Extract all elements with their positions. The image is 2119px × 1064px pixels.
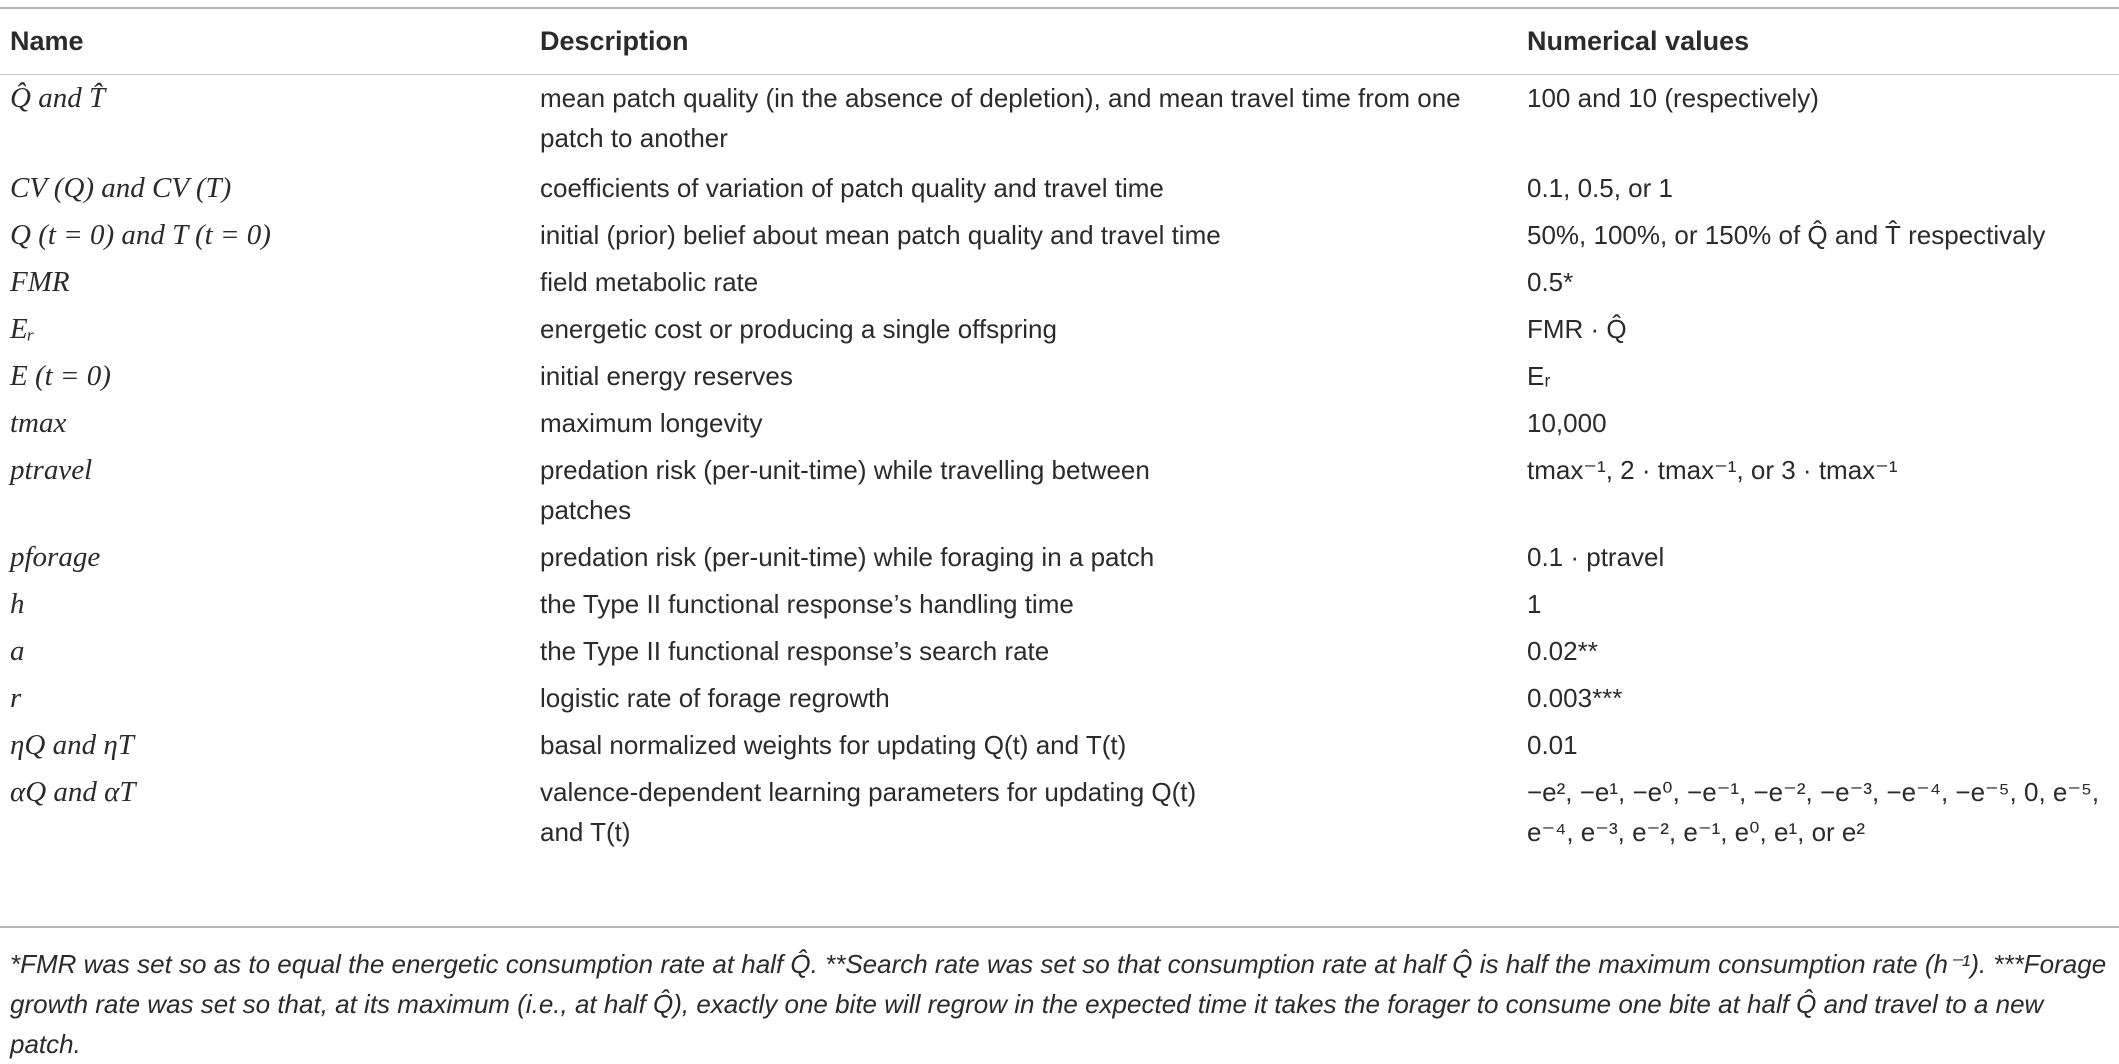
table-row	[0, 534, 2119, 581]
row-description-text: predation risk (per-unit-time) while travelling between patches	[540, 454, 1150, 525]
row-description: mean patch quality (in the absence of depletion), and mean travel time from one patch to another	[540, 83, 1461, 153]
row-description: initial energy reserves	[540, 360, 793, 391]
table-row	[0, 212, 2119, 259]
table-row	[0, 259, 2119, 306]
table-row	[0, 581, 2119, 628]
table-footnote: *FMR was set so as to equal the energetic consumption rate at half Q̂. **Search rate was set so that consumption rate at half Q̂ is half the maximum consumption rate (h⁻¹). ***Forage growth rate was set so that, at its maximum (i.e., at half Q̂), exactly one bite will regrow in the expected time it takes the forager to consume one bite at half Q̂ and travel to a new patch.	[10, 949, 2107, 1059]
row-value: 0.1 · ptravel	[1527, 541, 1665, 572]
row-description: the Type II functional response’s handling time	[540, 588, 1074, 619]
row-name: E (t = 0)	[10, 359, 111, 392]
row-description: basal normalized weights for updating Q(t) and T(t)	[540, 729, 1127, 760]
row-name: tmax	[10, 406, 67, 439]
row-name: ptravel	[10, 453, 93, 486]
table-row	[0, 769, 2119, 856]
row-value: 50%, 100%, or 150% of Q̂ and T̂ respectivaly	[1527, 219, 2046, 250]
row-value: 0.01	[1527, 729, 1578, 760]
row-name: αQ and αT	[10, 775, 136, 808]
row-name: CV (Q) and CV (T)	[10, 171, 232, 204]
row-value: tmax⁻¹, 2 · tmax⁻¹, or 3 · tmax⁻¹	[1527, 454, 1898, 485]
row-name: Q̂ and T̂	[10, 82, 106, 114]
row-description: the Type II functional response’s search rate	[540, 635, 1050, 666]
row-value: 0.1, 0.5, or 1	[1527, 172, 1673, 203]
row-name: Q (t = 0) and T (t = 0)	[10, 218, 271, 251]
row-name: Eᵣ	[10, 312, 35, 345]
row-name: pforage	[10, 540, 101, 573]
row-name: ηQ and ηT	[10, 728, 134, 761]
table-bottom-rule	[0, 926, 2119, 928]
row-value: −e², −e¹, −e⁰, −e⁻¹, −e⁻², −e⁻³, −e⁻⁴, −e⁻⁵, 0, e⁻⁵, e⁻⁴, e⁻³, e⁻², e⁻¹, e⁰, e¹, or e²	[1527, 776, 2100, 847]
table-row	[0, 165, 2119, 212]
row-description: coefficients of variation of patch quality and travel time	[540, 172, 1164, 203]
row-description	[530, 769, 1517, 856]
row-value: 10,000	[1527, 407, 1607, 438]
table-row	[0, 400, 2119, 447]
table-row	[0, 75, 2119, 165]
row-value: 1	[1527, 588, 1542, 619]
table-row	[0, 675, 2119, 722]
table-row	[0, 447, 2119, 534]
row-description: field metabolic rate	[540, 266, 759, 297]
row-description-text: valence-dependent learning parameters for updating Q(t) and T(t)	[540, 776, 1197, 847]
column-header-values: Numerical values	[1527, 25, 1750, 56]
table-row	[0, 353, 2119, 400]
column-header-name: Name	[10, 25, 84, 56]
row-name: a	[10, 634, 25, 667]
row-name: FMR	[10, 265, 70, 298]
row-description: energetic cost or producing a single offspring	[540, 313, 1057, 344]
row-description: maximum longevity	[540, 407, 763, 438]
parameter-table	[0, 8, 2119, 856]
row-description	[530, 447, 1517, 534]
row-value: FMR · Q̂	[1527, 313, 1627, 344]
row-value: 100 and 10 (respectively)	[1527, 83, 1819, 113]
row-description: initial (prior) belief about mean patch quality and travel time	[540, 219, 1221, 250]
table-row	[0, 628, 2119, 675]
column-header-description: Description	[540, 25, 689, 56]
row-description: predation risk (per-unit-time) while foraging in a patch	[540, 541, 1155, 572]
row-value: Eᵣ	[1527, 360, 1551, 391]
row-name: h	[10, 587, 25, 620]
row-name: r	[10, 681, 22, 714]
table-row	[0, 722, 2119, 769]
row-value: 0.02**	[1527, 635, 1598, 666]
table-header-row	[0, 8, 2119, 75]
row-value: 0.5*	[1527, 266, 1574, 297]
table-row	[0, 306, 2119, 353]
row-value: 0.003***	[1527, 682, 1623, 713]
row-description: logistic rate of forage regrowth	[540, 682, 890, 713]
